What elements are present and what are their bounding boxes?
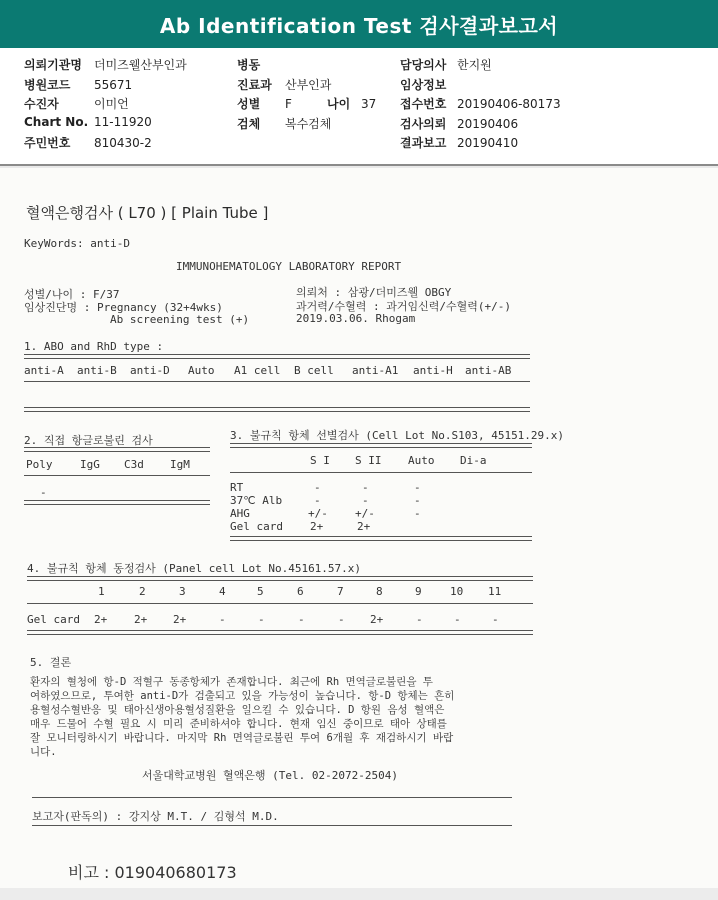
- header-label: 검사의뢰: [400, 117, 447, 131]
- age-label: 나이: [327, 97, 351, 111]
- header-value: 20190410: [457, 136, 519, 150]
- report-title: Ab Identification Test 검사결과보고서: [159, 13, 559, 38]
- patient-diagnosis: 임상진단명 : Pregnancy (32+4wks): [24, 301, 223, 314]
- conclusion-line: 잘 모니터링하시기 바랍니다. 마지막 Rh 면역글로불린 투여 6개월 후 재검하시기 바랍: [30, 732, 454, 744]
- dat-col: IgG: [80, 458, 100, 471]
- single-rule: [24, 381, 530, 382]
- header-label: 결과보고: [400, 136, 447, 150]
- header-value: 20190406: [457, 117, 519, 131]
- screen-title: 3. 불규칙 항체 선별검사 (Cell Lot No.S103, 45151.29.x): [230, 429, 565, 442]
- panel-number: 8: [376, 585, 383, 598]
- report-heading: IMMUNOHEMATOLOGY LABORATORY REPORT: [176, 260, 402, 273]
- header-field: [400, 76, 457, 93]
- panel-value: -: [338, 613, 345, 626]
- conclusion-line: 매우 드물어 수혈 필요 시 미리 준비하셔야 합니다. 현재 임신 중이므로 태아 상태를: [30, 718, 447, 730]
- header-label: 담당의사: [400, 58, 447, 72]
- panel-number: 5: [257, 585, 264, 598]
- header-label: 임상정보: [400, 78, 447, 92]
- single-rule: [32, 797, 512, 798]
- header-value: 11-11920: [94, 115, 152, 129]
- header-field: [400, 134, 518, 151]
- screen-col: Di-a: [460, 454, 487, 467]
- screen-value: -: [414, 507, 421, 520]
- panel-value: -: [416, 613, 423, 626]
- screen-value: +/-: [308, 507, 328, 520]
- panel-value: -: [492, 613, 499, 626]
- age-value: 37: [361, 97, 377, 111]
- panel-value: -: [454, 613, 461, 626]
- double-rule: [27, 576, 533, 581]
- panel-value: 2+: [173, 613, 187, 626]
- single-rule: [24, 475, 210, 476]
- panel-number: 10: [450, 585, 464, 598]
- header-label: 수진자: [24, 97, 59, 111]
- conclusion-line: 여하였으므로, 투여한 anti-D가 검출되고 있을 가능성이 높습니다. 항-D 항체는 흔히: [30, 690, 455, 702]
- patient-history: 과거력/수혈력 : 과거임신력/수혈력(+/-): [296, 300, 511, 313]
- screen-phase: 37℃ Alb: [230, 494, 283, 507]
- panel-value: 2+: [94, 613, 108, 626]
- page-bottom: [0, 888, 718, 900]
- header-label: 성별: [237, 97, 261, 111]
- abo-title: 1. ABO and RhD type :: [24, 340, 164, 353]
- screen-col: S I: [310, 454, 330, 467]
- patient-sex-age: 성별/나이 : F/37: [24, 288, 120, 301]
- header-label: Chart No.: [24, 115, 89, 129]
- abo-col: anti-D: [130, 364, 170, 377]
- double-rule: [24, 407, 530, 412]
- header-label: 병동: [237, 58, 261, 72]
- header-field: [237, 95, 292, 112]
- dat-value: -: [40, 486, 47, 499]
- panel-number: 2: [139, 585, 146, 598]
- section-title: 혈액은행검사 ( L70 ) [ Plain Tube ]: [26, 204, 269, 222]
- panel-number: 6: [297, 585, 304, 598]
- reporter: 보고자(판독의) : 강지상 M.T. / 김형석 M.D.: [32, 810, 279, 823]
- header-field: [24, 134, 152, 151]
- double-rule: [230, 536, 532, 541]
- screen-col: S II: [355, 454, 382, 467]
- panel-value: 2+: [370, 613, 384, 626]
- header-value: 이미언: [94, 97, 129, 111]
- header-label: 검체: [237, 117, 261, 131]
- panel-number: 1: [98, 585, 105, 598]
- screen-value: -: [314, 494, 321, 507]
- panel-value: -: [219, 613, 226, 626]
- report-title-bar: [0, 0, 718, 48]
- single-rule: [230, 472, 532, 473]
- dat-col: C3d: [124, 458, 144, 471]
- screen-value: 2+: [357, 520, 371, 533]
- panel-title: 4. 불규칙 항체 동정검사 (Panel cell Lot No.45161.57.x): [27, 562, 362, 575]
- header-divider: [0, 164, 718, 166]
- header-label: 의뢰기관명: [24, 58, 82, 72]
- abo-col: anti-A1: [352, 364, 399, 377]
- header-value: 20190406-80173: [457, 97, 561, 111]
- single-rule: [27, 603, 533, 604]
- screen-col: Auto: [408, 454, 435, 467]
- screen-value: -: [362, 481, 369, 494]
- remark: 비고 : 019040680173: [68, 863, 237, 882]
- dat-col: Poly: [26, 458, 53, 471]
- single-rule: [32, 825, 512, 826]
- double-rule: [230, 443, 532, 448]
- dat-title: 2. 직접 항글로불린 검사: [24, 434, 153, 447]
- header-value: 산부인과: [285, 78, 332, 92]
- abo-col: anti-A: [24, 364, 64, 377]
- header-value: 복수검체: [285, 117, 332, 131]
- abo-col: A1 cell: [234, 364, 281, 377]
- header-field: [24, 56, 187, 73]
- panel-number: 7: [337, 585, 344, 598]
- abo-col: anti-H: [413, 364, 453, 377]
- abo-col: anti-AB: [465, 364, 512, 377]
- double-rule: [24, 447, 210, 452]
- header-field: [400, 95, 561, 112]
- header-field: [24, 115, 152, 129]
- screen-value: -: [414, 494, 421, 507]
- panel-row-label: Gel card: [27, 613, 80, 626]
- screen-value: +/-: [355, 507, 375, 520]
- header-label: 병원코드: [24, 78, 71, 92]
- screen-value: 2+: [310, 520, 324, 533]
- keywords: KeyWords: anti-D: [24, 237, 130, 250]
- screen-phase: RT: [230, 481, 244, 494]
- conclusion-line: 환자의 혈청에 항-D 적혈구 동종항체가 존재합니다. 최근에 Rh 면역글로불린을 투: [30, 676, 433, 688]
- screen-value: -: [414, 481, 421, 494]
- patient-rhogam: 2019.03.06. Rhogam: [296, 312, 416, 325]
- panel-value: 2+: [134, 613, 148, 626]
- panel-number: 11: [488, 585, 502, 598]
- institution: 서울대학교병원 혈액은행 (Tel. 02-2072-2504): [142, 769, 398, 782]
- conclusion-line: 용혈성수혈반응 및 태아신생아용혈성질환을 일으킬 수 있습니다. D 항원 음성 혈액은: [30, 704, 445, 716]
- panel-number: 4: [219, 585, 226, 598]
- dat-col: IgM: [170, 458, 190, 471]
- header-field: [24, 76, 132, 93]
- conclusion-line: 니다.: [30, 746, 57, 758]
- screen-phase: AHG: [230, 507, 250, 520]
- double-rule: [24, 500, 210, 505]
- double-rule: [27, 630, 533, 635]
- abo-col: B cell: [294, 364, 334, 377]
- header-value: F: [285, 97, 292, 111]
- header-value: 더미즈웰산부인과: [94, 58, 187, 72]
- panel-value: -: [298, 613, 305, 626]
- header-field: [400, 115, 518, 132]
- patient-diagnosis-detail: Ab screening test (+): [110, 313, 250, 326]
- header-field: [237, 76, 331, 93]
- conclusion-title: 5. 결론: [30, 656, 72, 669]
- screen-phase: Gel card: [230, 520, 283, 533]
- header-value: 한지원: [457, 58, 492, 72]
- header-field: [24, 95, 129, 112]
- header-field: [237, 56, 285, 73]
- screen-value: -: [314, 481, 321, 494]
- panel-number: 3: [179, 585, 186, 598]
- panel-number: 9: [415, 585, 422, 598]
- header-field: [237, 115, 331, 132]
- screen-value: -: [362, 494, 369, 507]
- header-label: 진료과: [237, 78, 272, 92]
- header-label: 주민번호: [24, 136, 71, 150]
- panel-value: -: [258, 613, 265, 626]
- header-value: 55671: [94, 78, 133, 92]
- patient-referrer: 의뢰처 : 삼광/더미즈웰 OBGY: [296, 286, 452, 299]
- header-field: [400, 56, 492, 73]
- abo-col: Auto: [188, 364, 215, 377]
- header-label: 접수번호: [400, 97, 447, 111]
- abo-col: anti-B: [77, 364, 117, 377]
- header-value: 810430-2: [94, 136, 152, 150]
- header-field: [327, 95, 376, 112]
- double-rule: [24, 354, 530, 359]
